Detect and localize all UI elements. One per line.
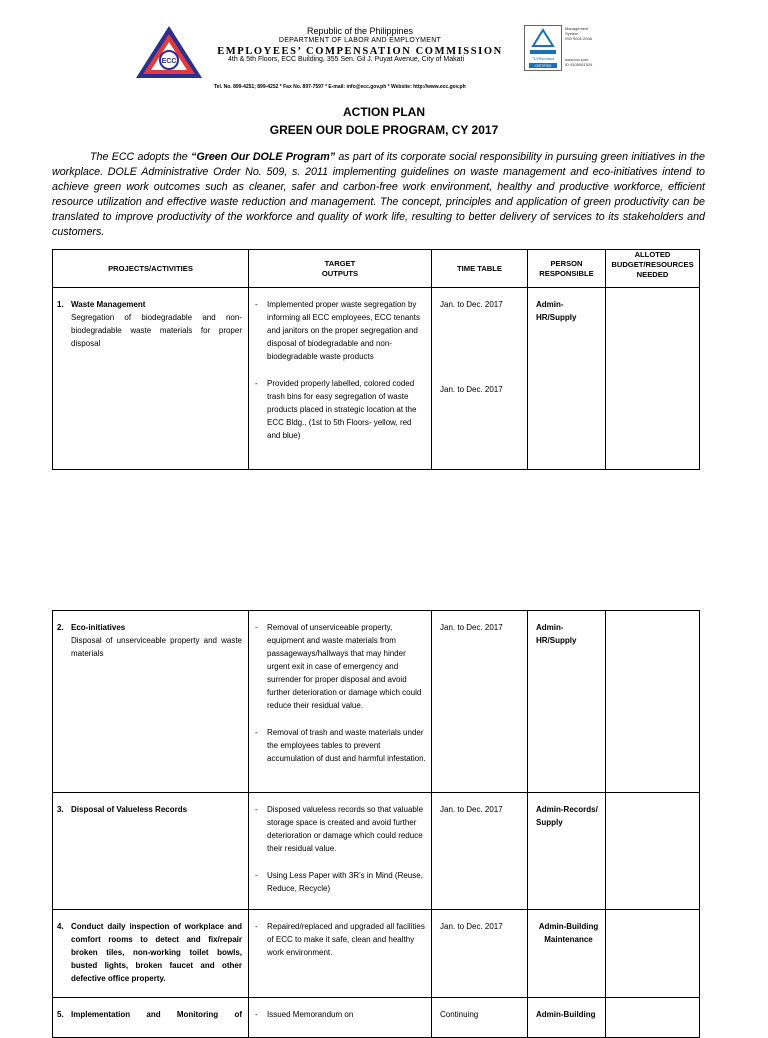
project-description: Disposal of unserviceable property and waste materials bbox=[71, 636, 242, 658]
contact-line: Tel. No. 899-4251; 899-4252 * Fax No. 897-7597 * E-mail: info@ecc.gov.ph * Website: http://www.ecc.gov.ph bbox=[214, 84, 466, 90]
output-item: - Repaired/replaced and upgraded all facilities of ECC to make it safe, clean and healthy work environment. bbox=[255, 922, 425, 957]
document-subtitle: GREEN OUR DOLE PROGRAM, CY 2017 bbox=[269, 123, 499, 137]
output-item: - Disposed valueless records so that valuable storage space is created and avoid further deterioration or damage which could reduce their residual value. bbox=[255, 805, 424, 853]
output-item: - Issued Memorandum on bbox=[255, 1010, 354, 1019]
document-title: ACTION PLAN bbox=[343, 105, 425, 119]
table-row: 5. Implementation and Monitoring of - Issued Memorandum on Continuing Admin-Building bbox=[53, 998, 700, 1038]
header-budget: ALLOTED BUDGET/RESOURCES NEEDED bbox=[606, 250, 700, 288]
project-description: Segregation of biodegradable and non-biodegradable waste materials for proper disposal bbox=[71, 313, 242, 348]
output-item: - Removal of unserviceable property, equipment and waste materials from passageways/hallways that may hinder urgent exit in case of emergency and surrender for proper disposal and avoid further deterioration or damage which could reduce their residual value. bbox=[255, 623, 422, 710]
table-row: 2. Eco-initiatives Disposal of unserviceable property and waste materials - Removal of unserviceable property, equipment and waste materials from passageways/hallways that may hinder urgent exit in case of emergency and surrender for proper disposal and avoid further deterioration or damage which could reduce their residual value. - Removal of trash and waste materials under the employees tables to prevent accumulation of dust and harmful infestation. Jan. to Dec. 2017 Admin-HR/Supply bbox=[53, 611, 700, 793]
iso-certification-badge: TÜVRheinland CERTIFIED Management System ISO 9001:2008 www.tuv.com ID 9105061524 bbox=[524, 25, 606, 73]
header-person: PERSON RESPONSIBLE bbox=[528, 250, 606, 288]
tuv-certified-icon bbox=[524, 25, 562, 71]
output-item: - Using Less Paper with 3R’s in Mind (Reuse, Reduce, Recycle) bbox=[255, 871, 423, 893]
header-target: TARGET OUTPUTS bbox=[249, 250, 432, 288]
table-header-row bbox=[53, 250, 700, 288]
action-plan-table-page1 bbox=[52, 249, 700, 470]
address-line: 4th & 5th Floors, ECC Building, 355 Sen. Gil J. Puyat Avenue, City of Makati bbox=[228, 56, 465, 63]
program-name: “Green Our DOLE Program” bbox=[191, 151, 336, 163]
table-row: 1. Waste Management Segregation of biodegradable and non-biodegradable waste materials for proper disposal - Implemented proper waste segregation by informing all ECC employees, ECC tenants and janitors on the proper segregation and disposal of biodegradable and non-biodegradable waste products - Provided properly labelled, colored coded trash bins for easy segregation of waste products placed in strategic location at the ECC Bldg., (1st to 5th Floors- yellow, red and blue) Jan. to Dec. 2017 Jan. to Dec. 2017 Admin-HR/Supply bbox=[53, 288, 700, 470]
table-row: 3. Disposal of Valueless Records - Disposed valueless records so that valuable storage space is created and avoid further deterioration or damage which could reduce their residual value. - Using Less Paper with 3R’s in Mind (Reuse, Reduce, Recycle) Jan. to Dec. 2017 Admin-Records/ Supply bbox=[53, 793, 700, 910]
svg-text:ECC: ECC bbox=[161, 58, 177, 65]
header-projects: PROJECTS/ACTIVITIES bbox=[53, 250, 249, 288]
department-line: DEPARTMENT OF LABOR AND EMPLOYMENT bbox=[278, 37, 442, 44]
letterhead bbox=[0, 0, 768, 100]
table-row: 4. Conduct daily inspection of workplace and comfort rooms to detect and fix/repair broken tiles, non-working toilet bowls, busted lights, broken faucet and other defective office property. - Repaired/replaced and upgraded all facilities of ECC to make it safe, clean and healthy work environment. Jan. to Dec. 2017 Admin-Building Maintenance bbox=[53, 910, 700, 998]
output-item: - Provided properly labelled, colored coded trash bins for easy segregation of waste products placed in strategic location at the ECC Bldg., (1st to 5th Floors- yellow, red and blue) bbox=[255, 379, 417, 440]
action-plan-table-page2 bbox=[52, 610, 700, 1038]
header-time: TIME TABLE bbox=[432, 250, 528, 288]
ecc-logo-icon bbox=[134, 24, 204, 80]
republic-line: Republic of the Philippines bbox=[306, 26, 414, 36]
agency-name: EMPLOYEES’ COMPENSATION COMMISSION bbox=[217, 46, 503, 57]
svg-text:CERTIFIED: CERTIFIED bbox=[534, 64, 552, 68]
svg-text:TÜVRheinland: TÜVRheinland bbox=[531, 57, 555, 61]
output-item: - Removal of trash and waste materials under the employees tables to prevent accumulation of dust and harmful infestation. bbox=[255, 728, 426, 763]
output-item: - Implemented proper waste segregation by informing all ECC employees, ECC tenants and janitors on the proper segregation and disposal of biodegradable and non-biodegradable waste products bbox=[255, 300, 420, 361]
intro-paragraph: The ECC adopts the “Green Our DOLE Program” as part of its corporate social responsibility in pursuing green initiatives in the workplace. DOLE Administrative Order No. 509, s. 2011 implementing guidelines on waste management and eco-initiatives intend to achieve green work outcomes such as cleaner, safer and carbon-free work environment, healthy and productive workforce, efficient resource utilization and effective waste reduction and management. The concept, principles and application of green productivity can be translated to improve productivity of the workforce and quality of work life, resulting to better delivery of services to its stakeholders and customers. bbox=[52, 151, 705, 238]
